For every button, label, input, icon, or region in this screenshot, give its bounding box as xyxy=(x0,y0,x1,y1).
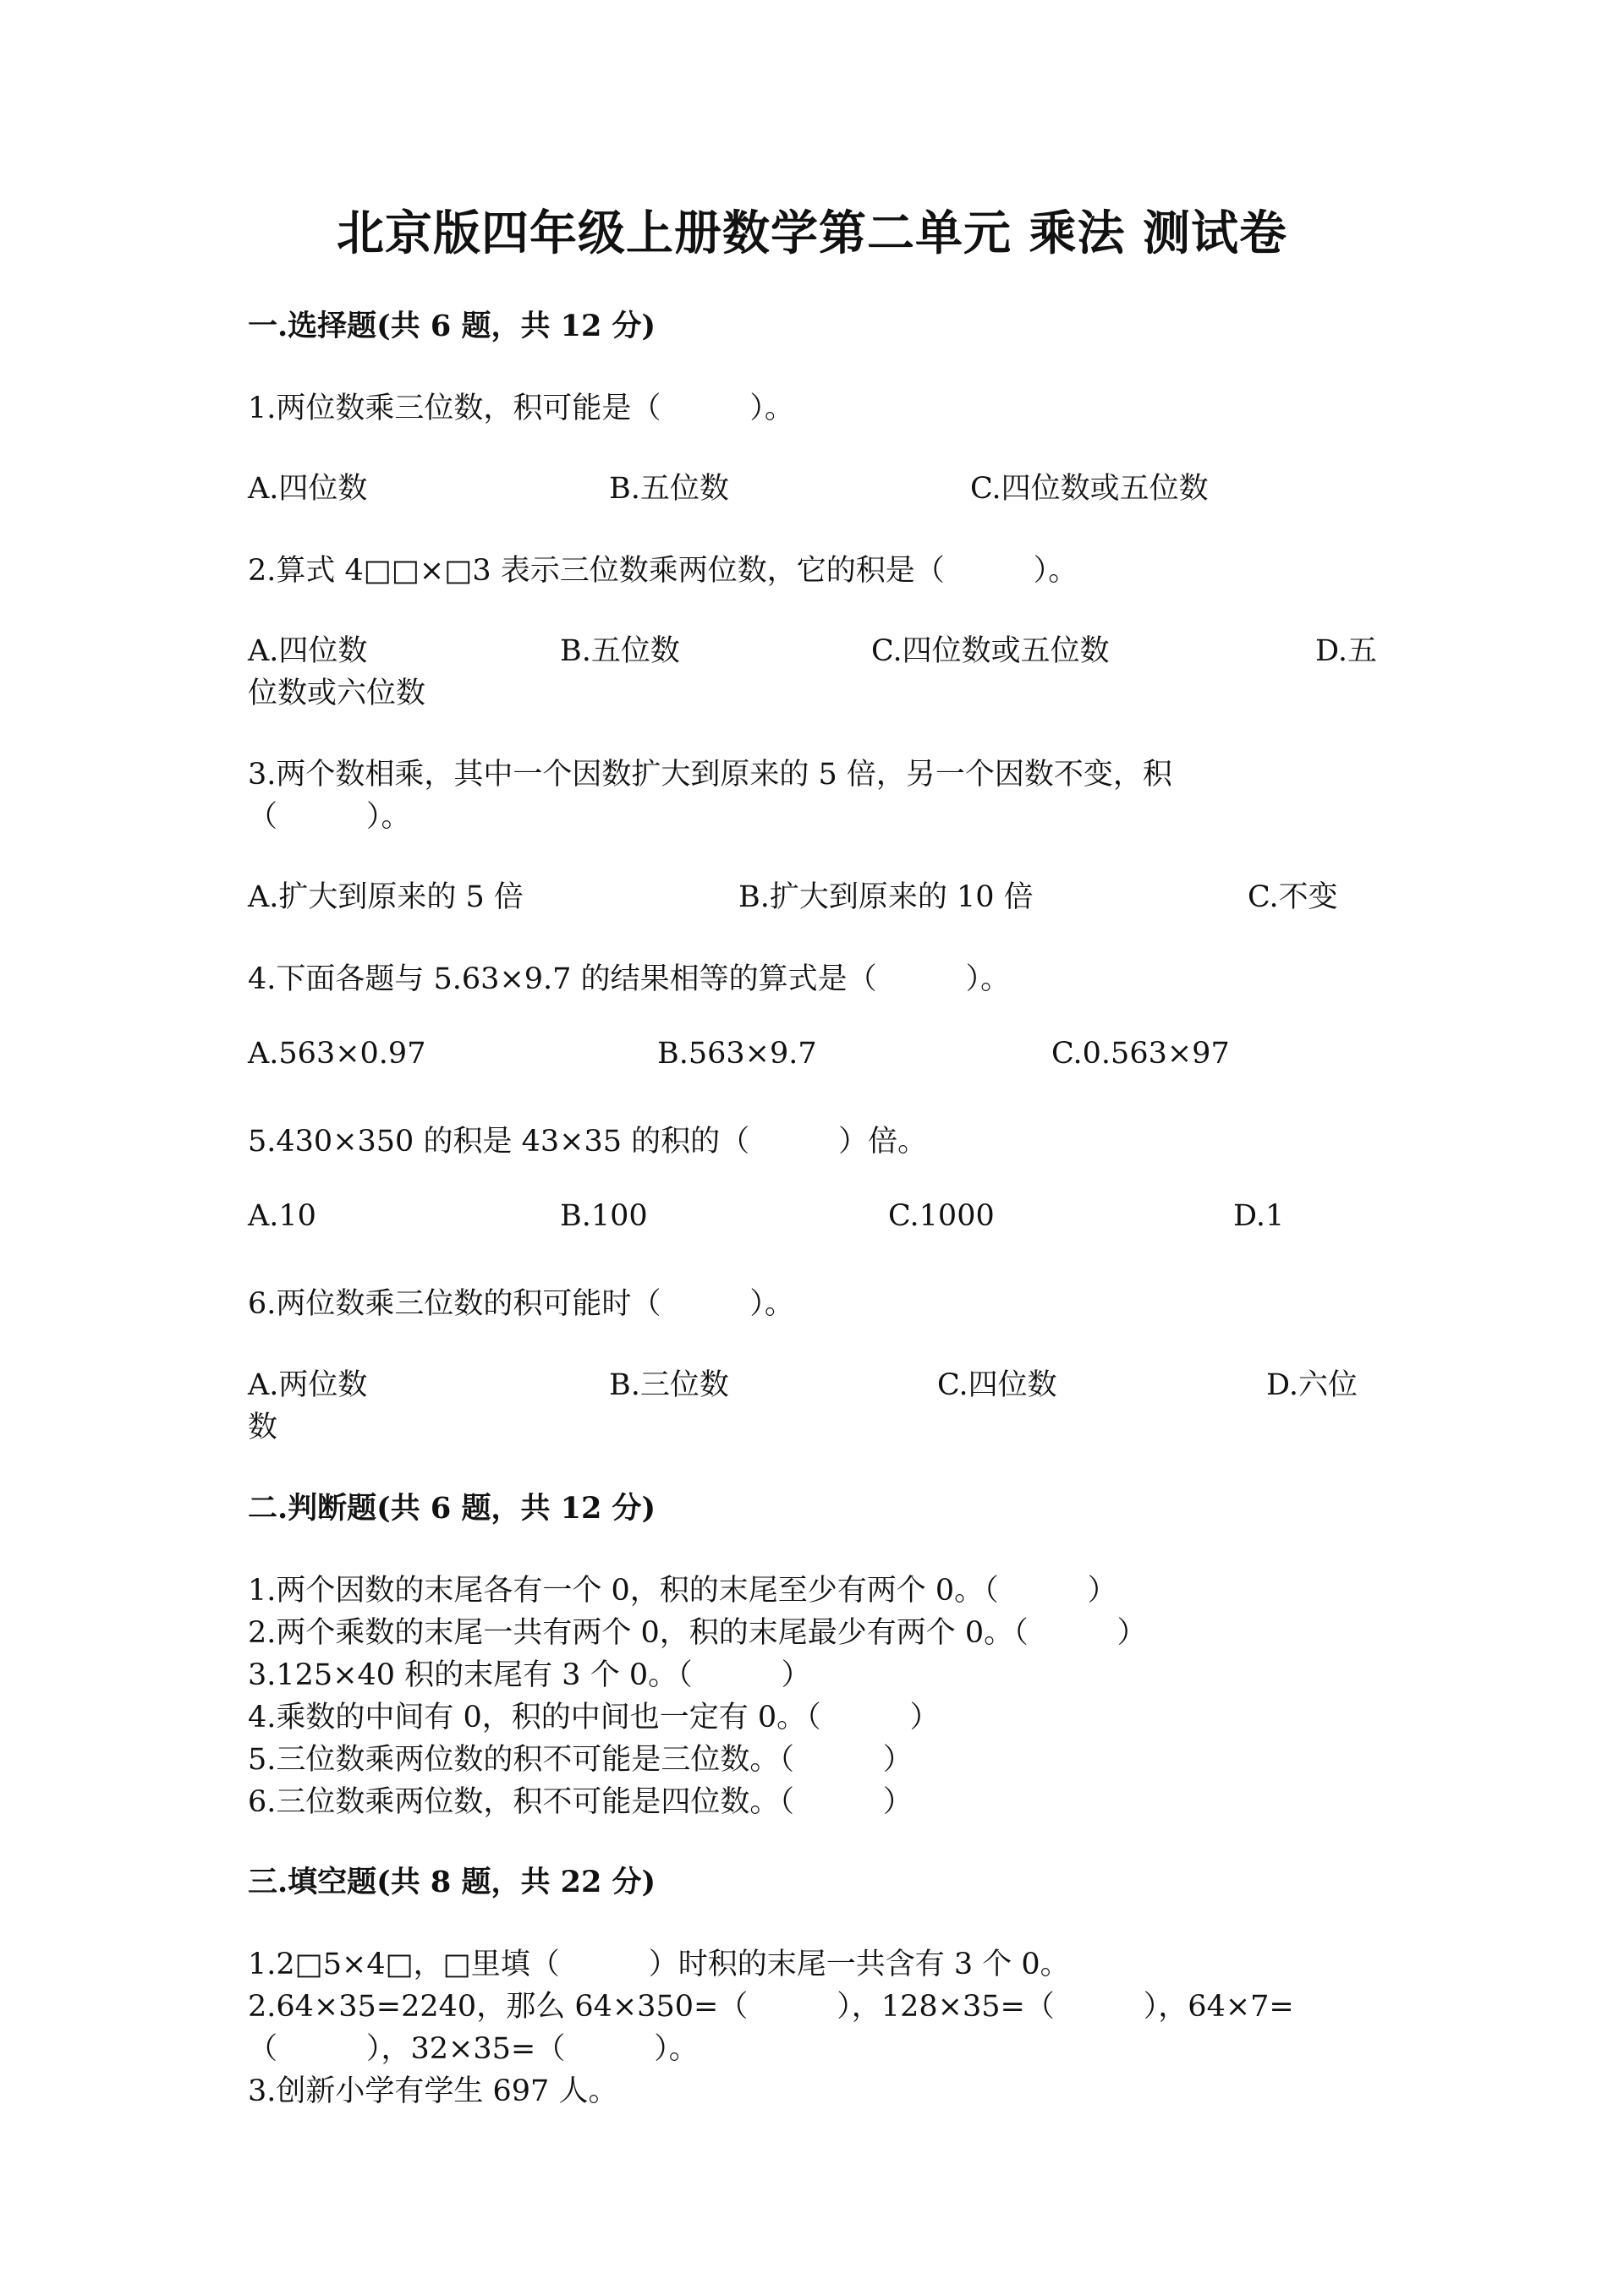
question-stem: 4.下面各题与 5.63×9.7 的结果相等的算式是（ ）。 xyxy=(248,962,1011,996)
option-d: D.五 xyxy=(1315,634,1377,668)
option-d-wrap: 数 xyxy=(248,1411,278,1444)
option-b: B.五位数 xyxy=(609,472,729,506)
option-b: B.五位数 xyxy=(560,634,680,668)
section-heading-fill-blank: 三.填空题(共 8 题，共 22 分) xyxy=(248,1865,656,1899)
option-a: A.两位数 xyxy=(248,1368,368,1402)
fill-blank-item-wrap: （ ），32×35=（ ）。 xyxy=(248,2032,699,2066)
judgement-item: 4.乘数的中间有 0，积的中间也一定有 0。（ ） xyxy=(248,1701,940,1734)
option-d: D.六位 xyxy=(1266,1368,1358,1402)
option-b: B.563×9.7 xyxy=(657,1037,817,1071)
question-stem: 2.算式 4□□×□3 表示三位数乘两位数，它的积是（ ）。 xyxy=(248,554,1078,588)
judgement-item: 5.三位数乘两位数的积不可能是三位数。（ ） xyxy=(248,1743,913,1777)
option-a: A.563×0.97 xyxy=(248,1037,426,1071)
option-c: C.1000 xyxy=(888,1199,995,1233)
option-a: A.扩大到原来的 5 倍 xyxy=(248,880,524,914)
judgement-item: 2.两个乘数的末尾一共有两个 0，积的末尾最少有两个 0。（ ） xyxy=(248,1616,1147,1650)
fill-blank-item: 3.创新小学有学生 697 人。 xyxy=(248,2074,618,2108)
section-heading-judgement: 二.判断题(共 6 题，共 12 分) xyxy=(248,1491,656,1526)
judgement-item: 1.两个因数的末尾各有一个 0，积的末尾至少有两个 0。（ ） xyxy=(248,1574,1117,1608)
option-b: B.扩大到原来的 10 倍 xyxy=(738,880,1034,914)
option-a: A.四位数 xyxy=(248,472,368,506)
judgement-item: 3.125×40 积的末尾有 3 个 0。（ ） xyxy=(248,1658,811,1692)
question-stem: 6.两位数乘三位数的积可能时（ ）。 xyxy=(248,1287,794,1321)
judgement-item: 6.三位数乘两位数，积不可能是四位数。（ ） xyxy=(248,1785,913,1819)
option-c: C.四位数或五位数 xyxy=(970,472,1209,506)
fill-blank-item: 1.2□5×4□，□里填（ ）时积的末尾一共含有 3 个 0。 xyxy=(248,1948,1070,1981)
question-stem-wrap: （ ）。 xyxy=(248,800,411,834)
option-c: C.不变 xyxy=(1248,880,1338,914)
option-c: C.四位数 xyxy=(937,1368,1057,1402)
exam-title: 北京版四年级上册数学第二单元 乘法 测试卷 xyxy=(337,205,1287,261)
option-c: C.0.563×97 xyxy=(1051,1037,1230,1071)
section-heading-choice: 一.选择题(共 6 题，共 12 分) xyxy=(248,309,656,343)
option-a: A.四位数 xyxy=(248,634,368,668)
question-stem: 5.430×350 的积是 43×35 的积的（ ）倍。 xyxy=(248,1125,928,1159)
option-d: D.1 xyxy=(1233,1199,1285,1233)
option-d-wrap: 位数或六位数 xyxy=(248,677,426,710)
fill-blank-item: 2.64×35=2240，那么 64×350=（ ），128×35=（ ），64×7= xyxy=(248,1990,1294,2024)
option-b: B.100 xyxy=(560,1199,648,1233)
question-stem: 3.两个数相乘，其中一个因数扩大到原来的 5 倍，另一个因数不变，积 xyxy=(248,758,1172,792)
option-c: C.四位数或五位数 xyxy=(871,634,1110,668)
option-a: A.10 xyxy=(248,1199,316,1233)
option-b: B.三位数 xyxy=(609,1368,729,1402)
question-stem: 1.两位数乘三位数，积可能是（ ）。 xyxy=(248,392,794,425)
